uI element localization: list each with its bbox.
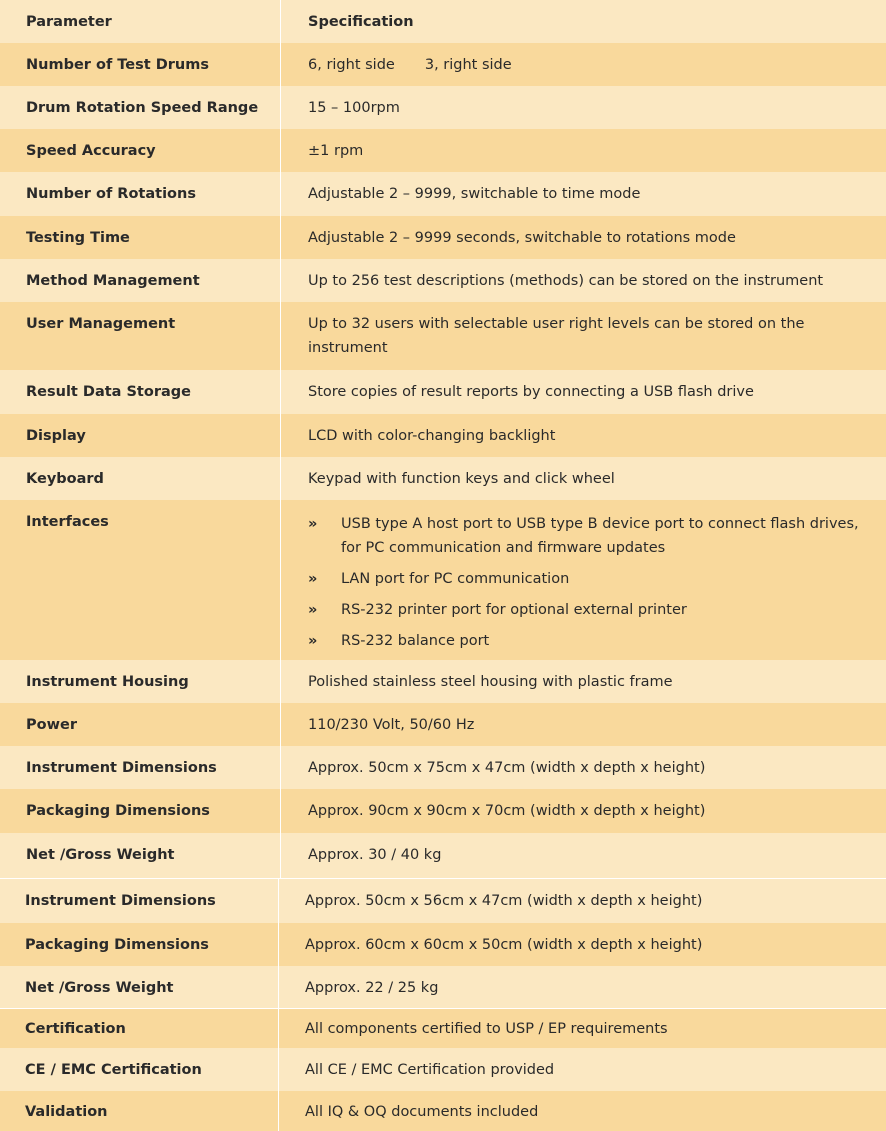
table-row — [0, 500, 886, 660]
table-row — [0, 746, 886, 789]
row-value: Up to 256 test descriptions (methods) can be stored on the instrument — [308, 273, 824, 289]
row-value: Approx. 90cm x 90cm x 70cm (width x depth x height) — [308, 803, 706, 819]
table-row — [0, 878, 886, 923]
row-parameter: Number of Rotations — [0, 172, 281, 216]
row-value — [282, 500, 886, 660]
row-value-a: 6, right side — [308, 57, 395, 73]
row-parameter: Drum Rotation Speed Range — [0, 86, 281, 129]
chevron-double-right-icon: » — [308, 571, 318, 587]
chevron-double-right-icon: » — [308, 516, 318, 532]
row-value — [282, 43, 886, 86]
interfaces-list — [308, 510, 866, 653]
table-row — [0, 370, 886, 414]
row-value: 110/230 Volt, 50/60 Hz — [308, 717, 475, 733]
table-row — [0, 43, 886, 86]
row-value: LCD with color-changing backlight — [308, 428, 556, 444]
table-row — [0, 1008, 886, 1048]
row-value: All components certified to USP / EP requirements — [305, 1021, 668, 1037]
row-value-line: instrument — [308, 340, 388, 356]
row-value: ±1 rpm — [308, 143, 364, 159]
row-parameter: Speed Accuracy — [0, 129, 281, 172]
row-parameter: Result Data Storage — [0, 370, 281, 414]
list-item-line: USB type A host port to USB type B device port to connect flash drives, — [341, 516, 859, 532]
row-parameter: Number of Test Drums — [0, 43, 281, 86]
row-value: Store copies of result reports by connecting a USB flash drive — [308, 384, 754, 400]
table-row — [0, 414, 886, 457]
row-value: Approx. 30 / 40 kg — [308, 847, 442, 863]
table-row — [0, 966, 886, 1008]
table-row — [0, 923, 886, 966]
table-row — [0, 833, 886, 878]
list-item-line: LAN port for PC communication — [341, 571, 570, 587]
table-row — [0, 86, 886, 129]
row-value: Keypad with function keys and click wheel — [308, 471, 615, 487]
row-value — [282, 302, 886, 370]
row-value: Approx. 60cm x 60cm x 50cm (width x depth x height) — [305, 937, 703, 953]
table-row — [0, 660, 886, 703]
table-row — [0, 1091, 886, 1131]
table-row — [0, 703, 886, 746]
header-specification: Specification — [308, 14, 414, 30]
row-value: All CE / EMC Certification provided — [305, 1062, 555, 1078]
list-item — [308, 567, 866, 591]
table-row — [0, 172, 886, 216]
row-parameter: Testing Time — [0, 216, 281, 259]
table-row — [0, 302, 886, 370]
row-parameter: Power — [0, 703, 281, 746]
list-item-line: RS-232 printer port for optional external printer — [341, 602, 687, 618]
row-value: 15 – 100rpm — [308, 100, 400, 116]
chevron-double-right-icon: » — [308, 633, 318, 649]
table-row — [0, 1048, 886, 1091]
row-value: Polished stainless steel housing with plastic frame — [308, 674, 673, 690]
table-row — [0, 129, 886, 172]
table-row — [0, 789, 886, 833]
row-parameter: Packaging Dimensions — [0, 923, 279, 966]
row-value: Adjustable 2 – 9999, switchable to time mode — [308, 186, 641, 202]
row-parameter: Instrument Dimensions — [0, 879, 279, 923]
row-parameter: Net /Gross Weight — [0, 966, 279, 1008]
list-item-line: RS-232 balance port — [341, 633, 490, 649]
row-parameter: Display — [0, 414, 281, 457]
list-item-line: for PC communication and firmware updates — [341, 540, 666, 556]
row-value: Adjustable 2 – 9999 seconds, switchable to rotations mode — [308, 230, 736, 246]
list-item — [308, 598, 866, 622]
row-parameter: Interfaces — [0, 500, 281, 660]
row-value: Approx. 50cm x 75cm x 47cm (width x depth x height) — [308, 760, 706, 776]
list-item — [308, 512, 866, 560]
table-row — [0, 216, 886, 259]
row-value: Approx. 50cm x 56cm x 47cm (width x depth x height) — [305, 893, 703, 909]
header-parameter: Parameter — [0, 0, 281, 43]
row-parameter: Keyboard — [0, 457, 281, 500]
row-parameter: User Management — [0, 302, 281, 370]
row-parameter: Net /Gross Weight — [0, 833, 281, 878]
row-parameter: Instrument Dimensions — [0, 746, 281, 789]
row-value: All IQ & OQ documents included — [305, 1104, 539, 1120]
row-parameter: CE / EMC Certification — [0, 1048, 279, 1091]
row-parameter: Certification — [0, 1009, 279, 1048]
row-parameter: Method Management — [0, 259, 281, 302]
table-header-row — [0, 0, 886, 43]
row-value-line: Up to 32 users with selectable user right levels can be stored on the — [308, 316, 805, 332]
row-value: Approx. 22 / 25 kg — [305, 980, 439, 996]
table-row — [0, 259, 886, 302]
row-parameter: Instrument Housing — [0, 660, 281, 703]
chevron-double-right-icon: » — [308, 602, 318, 618]
list-item — [308, 629, 866, 653]
row-value-b: 3, right side — [424, 57, 512, 73]
table-row — [0, 457, 886, 500]
row-parameter: Validation — [0, 1091, 279, 1131]
row-parameter: Packaging Dimensions — [0, 789, 281, 833]
